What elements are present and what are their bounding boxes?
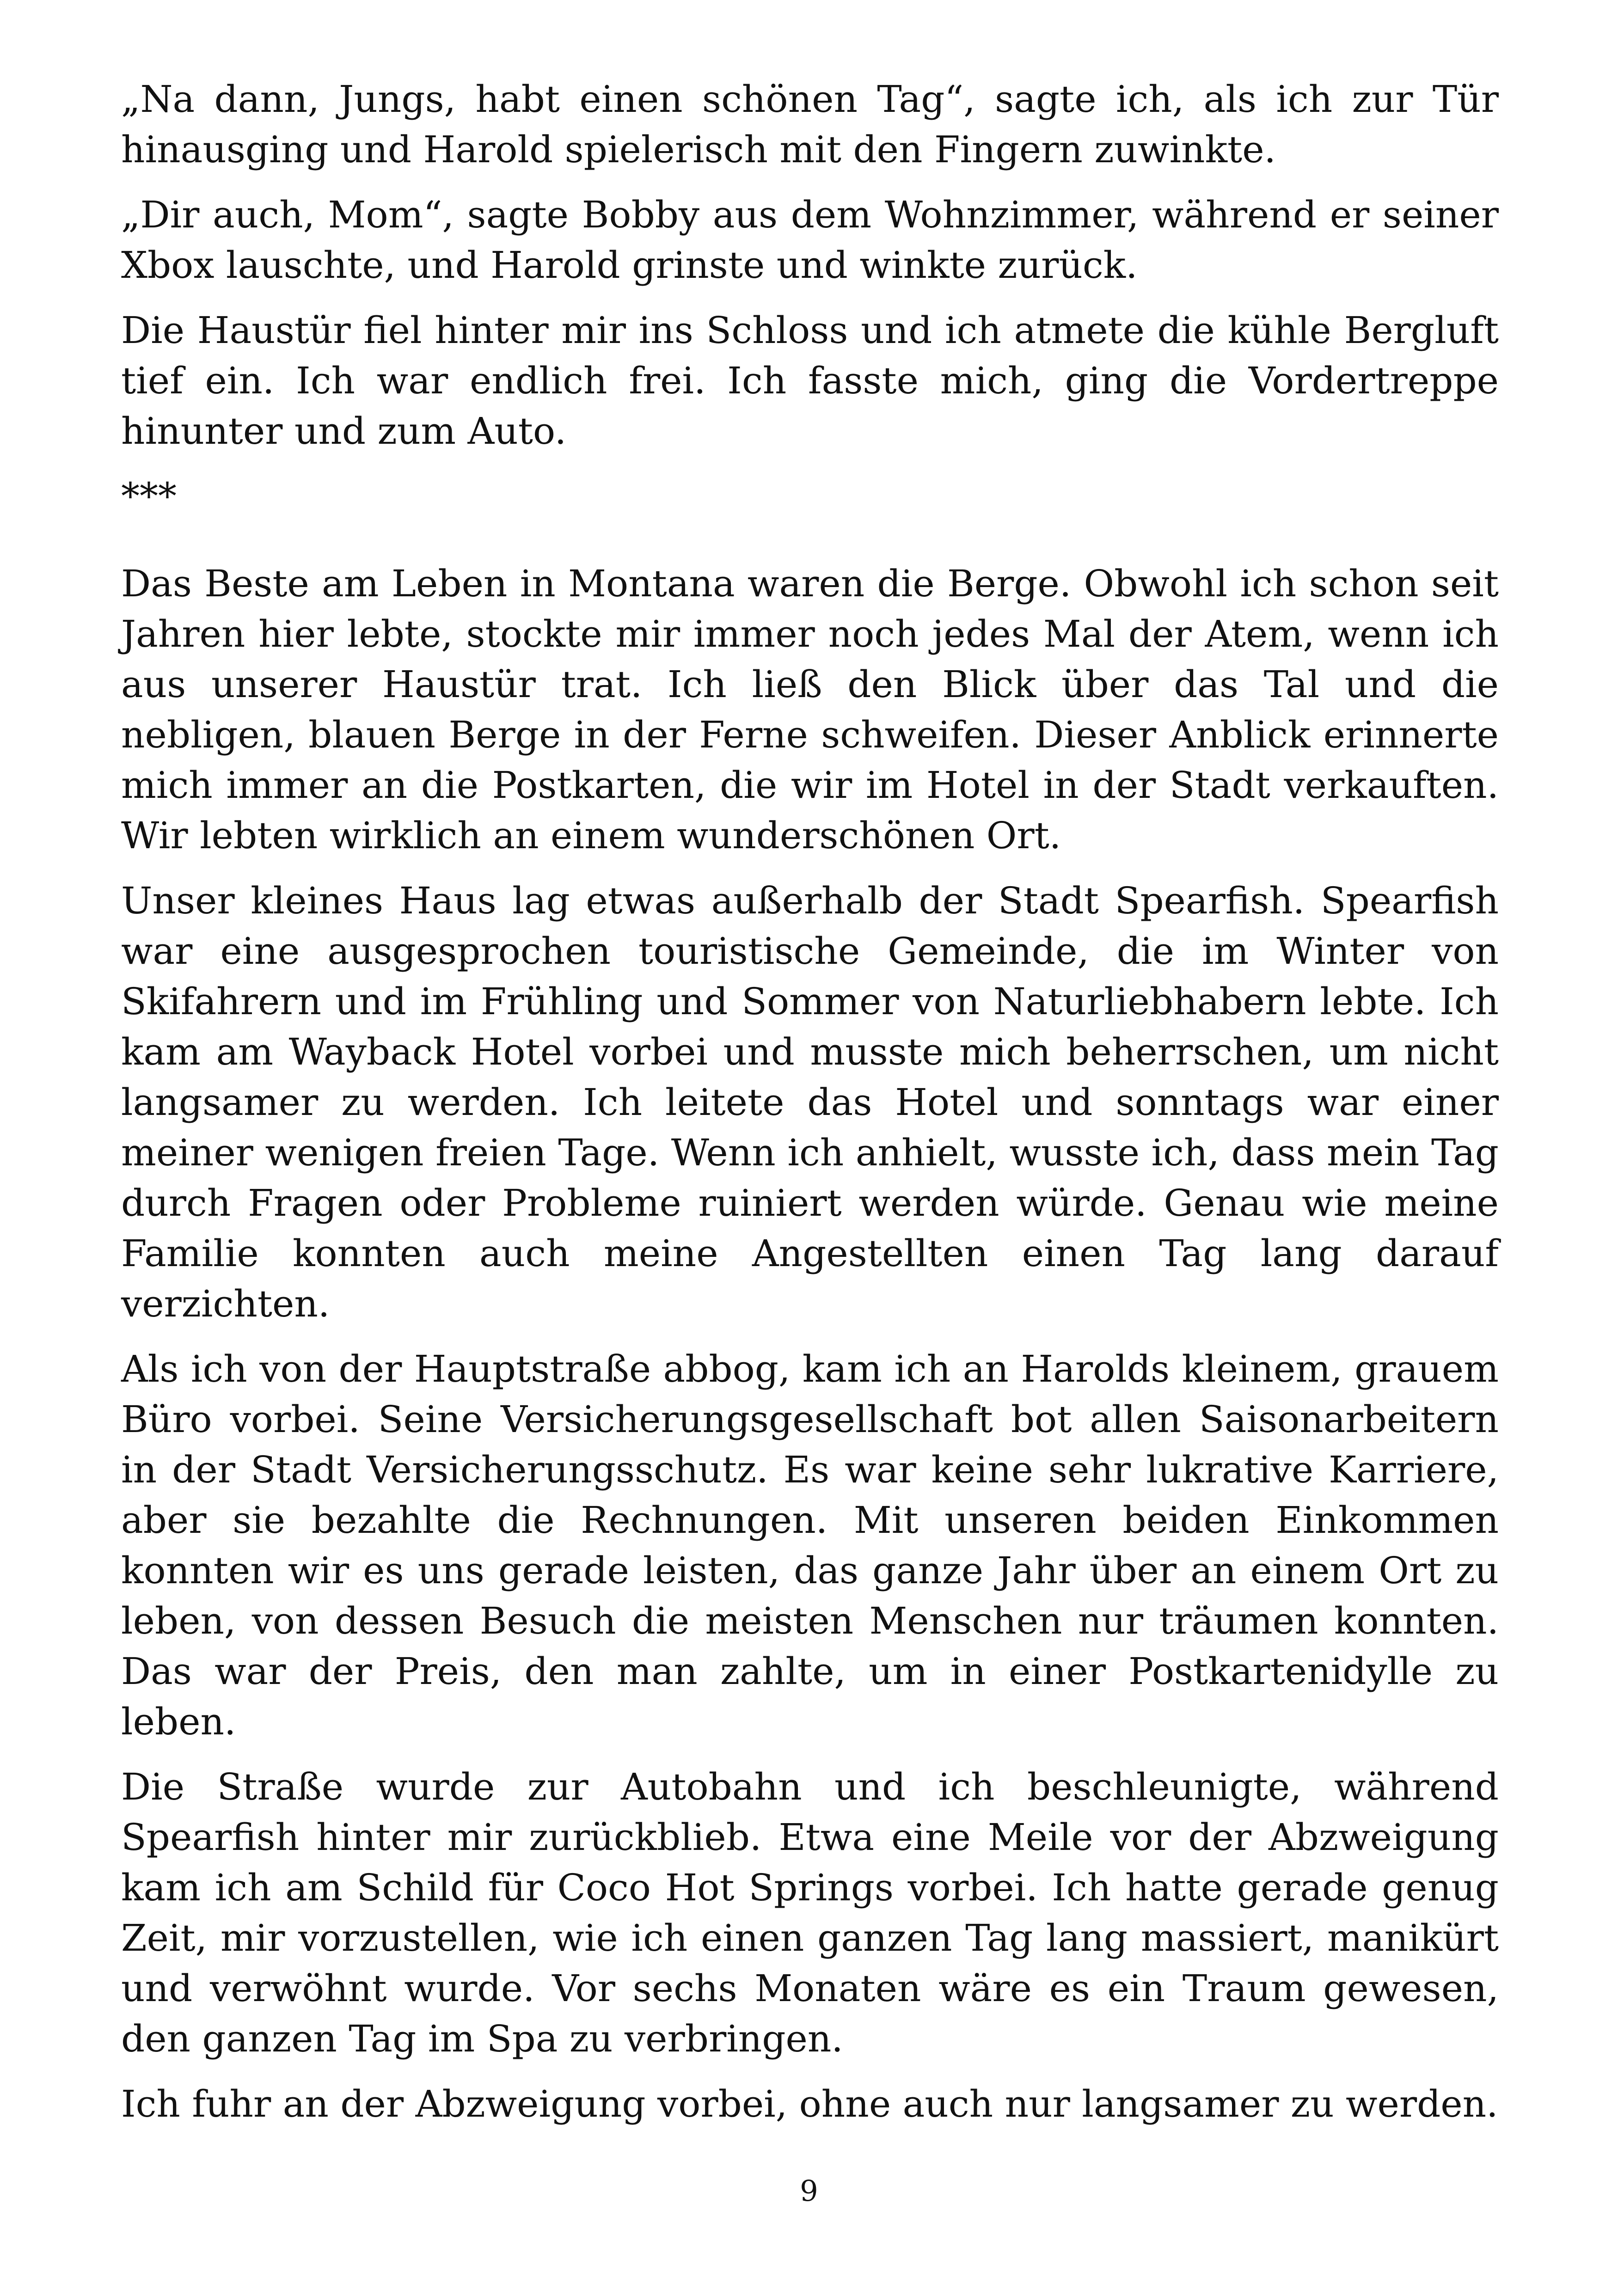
- paragraph-6: Als ich von der Hauptstraße abbog, kam ich an Harolds kleinem, grauem Büro vorbei. Seine Versicherungsgesellschaft bot allen Saisonarbeitern in der Stadt Versicherungsschutz. Es war keine sehr lukrative Karriere, aber sie bezahlte die Rechnungen. Mit unseren beiden Einkommen konnten wir es uns gerade leisten, das ganze Jahr über an einem Ort zu leben, von dessen Besuch die meisten Menschen nur träumen konnten. Das war der Preis, den man zahlte, um in einer Postkartenidylle zu leben.: [121, 1347, 1499, 1743]
- body-text: [121, 74, 1499, 2144]
- paragraph-4: Das Beste am Leben in Montana waren die Berge. Obwohl ich schon seit Jahren hier lebte, stockte mir immer noch jedes Mal der Atem, wenn ich aus unserer Haustür trat. Ich ließ den Blick über das Tal und die nebligen, blauen Berge in der Ferne schweifen. Dieser Anblick erinnerte mich immer an die Postkarten, die wir im Hotel in der Stadt verkauften. Wir lebten wirklich an einem wunderschönen Ort.: [121, 562, 1499, 857]
- paragraph-7: Die Straße wurde zur Autobahn und ich beschleunigte, während Spearfish hinter mir zurückblieb. Etwa eine Meile vor der Abzweigung kam ich am Schild für Coco Hot Springs vorbei. Ich hatte gerade genug Zeit, mir vorzustellen, wie ich einen ganzen Tag lang massiert, manikürt und verwöhnt wurde. Vor sechs Monaten wäre es ein Traum gewesen, den ganzen Tag im Spa zu verbringen.: [121, 1765, 1499, 2060]
- paragraph-8: Ich fuhr an der Abzweigung vorbei, ohne auch nur langsamer zu werden.: [121, 2082, 1498, 2125]
- paragraph-1: „Na dann, Jungs, habt einen schönen Tag“, sagte ich, als ich zur Tür hinausging und Harold spielerisch mit den Fingern zuwinkte.: [121, 78, 1499, 171]
- paragraph-2: „Dir auch, Mom“, sagte Bobby aus dem Wohnzimmer, während er seiner Xbox lauschte, und Harold grinste und winkte zurück.: [121, 193, 1499, 287]
- scene-separator: ***: [121, 475, 177, 518]
- page-number: 9: [800, 2174, 818, 2208]
- paragraph-3: Die Haustür fiel hinter mir ins Schloss und ich atmete die kühle Bergluft tief ein. Ich war endlich frei. Ich fasste mich, ging die Vordertreppe hinunter und zum Auto.: [121, 309, 1499, 453]
- paragraph-5: Unser kleines Haus lag etwas außerhalb der Stadt Spearfish. Spearfish war eine ausgesprochen touristische Gemeinde, die im Winter von Skifahrern und im Frühling und Sommer von Naturliebhabern lebte. Ich kam am Wayback Hotel vorbei und musste mich beherrschen, um nicht langsamer zu werden. Ich leitete das Hotel und sonntags war einer meiner wenigen freien Tage. Wenn ich anhielt, wusste ich, dass mein Tag durch Fragen oder Probleme ruiniert werden würde. Genau wie meine Familie konnten auch meine Angestellten einen Tag lang darauf verzichten.: [121, 879, 1499, 1325]
